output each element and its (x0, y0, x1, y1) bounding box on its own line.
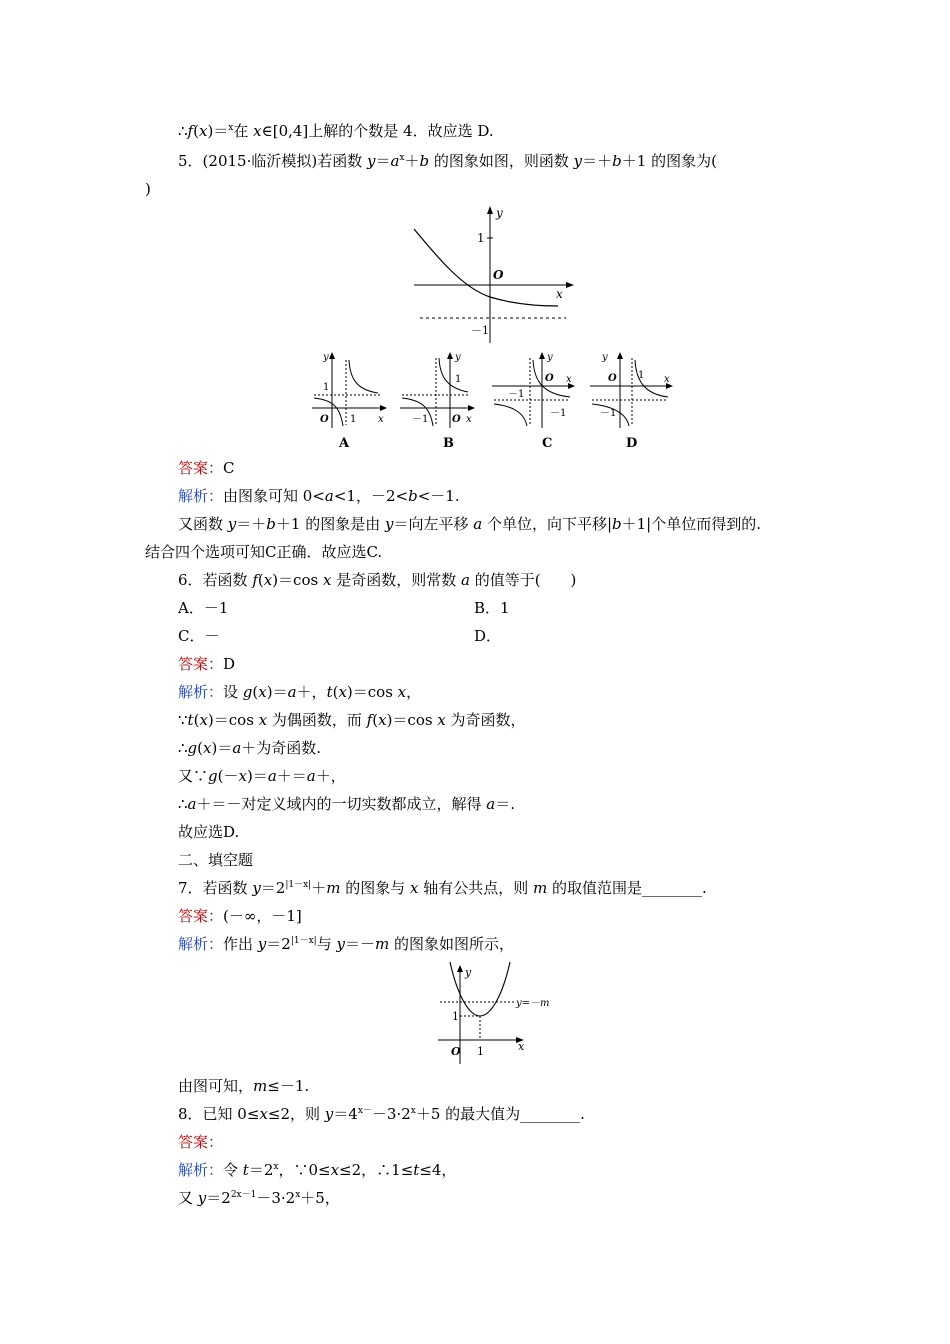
answer-8: 答案： (178, 1133, 224, 1151)
svg-text:1: 1 (323, 382, 330, 393)
svg-text:1: 1 (455, 374, 462, 385)
solution-6-line6: 故应选D. (178, 823, 240, 841)
answer-6: 答案：D (178, 655, 236, 673)
solution-6: 解析：设 g(x)＝a＋，t(x)＝cos x， (178, 683, 422, 701)
y-axis-label: y (496, 206, 503, 220)
q7-graph (430, 958, 570, 1068)
svg-text:x: x (566, 374, 572, 385)
option-6c: C．－ (178, 627, 220, 645)
svg-text:y: y (465, 966, 472, 979)
tick-label-1: 1 (477, 231, 485, 245)
solution-7-line2: 由图可知，m≤－1. (178, 1077, 310, 1095)
q5-main-graph (408, 203, 578, 345)
section-heading: 二、填空题 (178, 851, 254, 869)
answer-7: 答案：(－∞，－1] (178, 907, 302, 925)
svg-text:1: 1 (350, 414, 357, 425)
svg-text:y=－m: y=－m (516, 998, 550, 1009)
solution-6-line2: ∵t(x)＝cos x 为偶函数，而 f(x)＝cos x 为奇函数， (178, 711, 526, 729)
option-6b: B．1 (474, 599, 510, 617)
svg-text:x: x (664, 374, 670, 385)
svg-text:y: y (455, 352, 461, 363)
svg-text:－1: －1 (600, 408, 617, 419)
solution-8-line2: 又 $y=2^{2x-1}-3\cdot 2^x+5$， (178, 1189, 340, 1207)
solution-8: 解析：令 $t=2^x$，∵0≤x≤2，∴1≤t≤4， (178, 1161, 457, 1179)
svg-text:－1: －1 (412, 414, 429, 425)
svg-text:x: x (466, 414, 472, 425)
solution-5-line2: 又函数 y＝＋b＋1 的图象是由 y＝向左平移 a 个单位，向下平移|b＋1|个单位而得到的. (178, 515, 762, 533)
svg-text:y: y (547, 352, 553, 363)
question-8: 8．已知 0≤x≤2，则 $y=4^{x-}-3\cdot 2^x+5$ 的最大值为________. (178, 1105, 585, 1123)
svg-text:O: O (320, 414, 329, 425)
svg-text:O: O (452, 414, 461, 425)
origin-label: O (493, 268, 504, 282)
svg-text:－1: －1 (550, 408, 567, 419)
option-d-graph (588, 350, 678, 430)
option-c-graph (490, 350, 580, 430)
svg-text:x: x (518, 1040, 525, 1053)
option-6a: A．－1 (178, 599, 229, 617)
svg-text:x: x (378, 414, 384, 425)
x-axis-label: x (556, 287, 563, 301)
question-5: 5．(2015·临沂模拟)若函数 $y=a^x+b$ 的图象如图，则函数 y＝＋b＋1 的图象为( (178, 152, 717, 170)
svg-text:O: O (451, 1045, 461, 1058)
option-d-caption: D (626, 436, 638, 451)
solution-6-line3: ∴g(x)＝a＋为奇函数. (178, 739, 322, 757)
question-6: 6．若函数 f(x)＝cos x 是奇函数，则常数 a 的值等于( ) (178, 571, 577, 589)
option-a-graph (310, 350, 390, 430)
tick-label-minus1: －1 (471, 324, 489, 337)
answer-5: 答案：C (178, 459, 235, 477)
svg-text:1: 1 (452, 1010, 459, 1023)
question-5-close: ) (145, 180, 151, 198)
svg-text:O: O (608, 373, 617, 384)
option-b-caption: B (443, 436, 454, 451)
option-a-caption: A (339, 436, 350, 451)
solution-6-line5: ∴a＋＝－对定义域内的一切实数都成立，解得 a＝. (178, 795, 516, 813)
svg-text:y: y (602, 352, 608, 363)
solution-6-line4: 又∵g(－x)＝a＋＝a＋， (178, 767, 346, 785)
option-c-caption: C (542, 436, 553, 451)
question-7: 7．若函数 $y=2^{|1-x|}+m$ 的图象与 x 轴有公共点，则 m 的取值范围是________. (178, 879, 707, 897)
solution-7: 解析：作出 $y=2^{|1-x|}$与 y＝－m 的图象如图所示， (178, 935, 514, 953)
solution-5: 解析：由图象可知 0<a<1，－2<b<－1. (178, 487, 460, 505)
svg-text:1: 1 (638, 370, 645, 381)
svg-text:y: y (323, 352, 329, 363)
option-6d: D． (474, 627, 502, 645)
text-line: ∴f(x)＝$^x$在 x∈[0,4]上解的个数是 4．故应选 D. (178, 122, 494, 140)
svg-text:O: O (545, 373, 554, 384)
svg-text:－1: －1 (508, 389, 525, 400)
option-b-graph (398, 350, 478, 430)
svg-text:1: 1 (477, 1045, 484, 1058)
solution-5-line3: 结合四个选项可知C正确．故应选C. (145, 543, 383, 561)
